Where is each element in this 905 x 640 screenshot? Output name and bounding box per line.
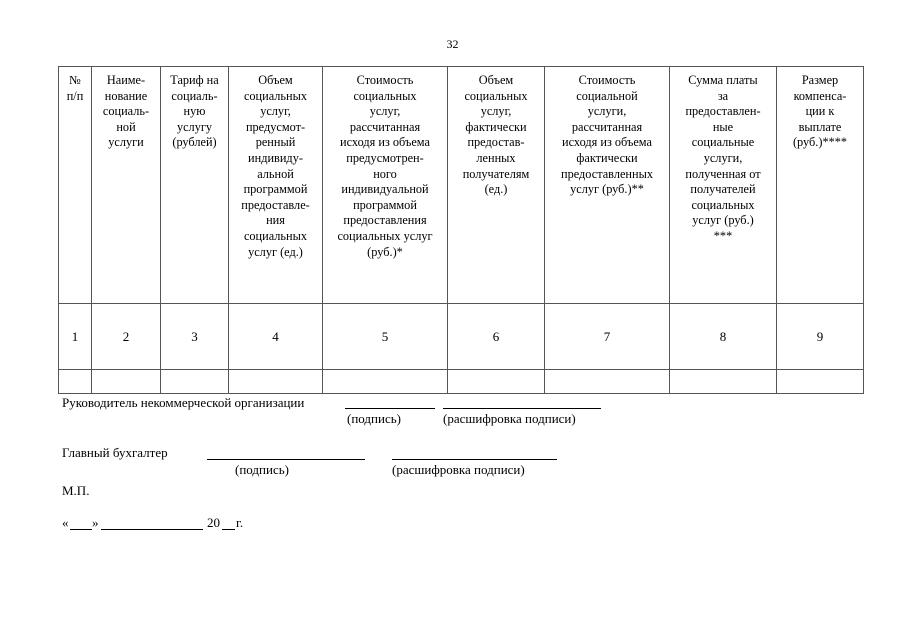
table-empty-row [59,370,864,394]
head-signature-line [345,408,435,409]
date-close-quote: » [92,515,99,530]
page-number: 32 [446,37,459,51]
empty-cell [59,370,92,394]
header-cell-number: № п/п [59,67,92,304]
header-cell-service-name: Наиме- нование социаль- ной услуги [92,67,161,304]
accountant-signature-line [207,459,365,460]
table-number-row [59,304,864,370]
date-year-suffix: г. [236,515,244,530]
date-month-line [101,529,203,530]
head-of-organization-label: Руководитель некоммерческой организации [62,395,305,410]
compensation-table [58,66,864,394]
date-day-line [70,529,92,530]
empty-cell [545,370,670,394]
stamp-placeholder: М.П. [62,483,90,498]
head-decoding-line [443,408,601,409]
number-cell: 9 [777,304,864,370]
chief-accountant-label: Главный бухгалтер [62,445,168,460]
date-year-line [222,529,235,530]
header-cell-planned-volume: Объем социальных услуг, предусмот- ренный индивиду- альной программой предоставле- ния социальных услуг (ед.) [229,67,323,304]
accountant-signature-caption: (подпись) [235,462,289,477]
accountant-decoding-caption: (расшифровка подписи) [392,462,525,477]
table-header-row [59,67,864,304]
number-cell: 3 [161,304,229,370]
number-cell: 4 [229,304,323,370]
empty-cell [92,370,161,394]
header-cell-planned-cost: Стоимость социальных услуг, рассчитанная исходя из объема предусмотрен- ного индивидуальной программой предоставления социальных услуг (руб.)* [323,67,448,304]
number-cell: 7 [545,304,670,370]
header-cell-actual-volume: Объем социальных услуг, фактически предостав- ленных получателям (ед.) [448,67,545,304]
head-signature-caption: (подпись) [347,411,401,426]
header-cell-payment-received: Сумма платы за предоставлен- ные социальные услуги, полученная от получателей социальных услуг (руб.) *** [670,67,777,304]
header-cell-actual-cost: Стоимость социальной услуги, рассчитанная исходя из объема фактически предоставленных услуг (руб.)** [545,67,670,304]
number-cell: 2 [92,304,161,370]
date-open-quote: « [62,515,69,530]
number-cell: 5 [323,304,448,370]
number-cell: 8 [670,304,777,370]
head-decoding-caption: (расшифровка подписи) [443,411,576,426]
empty-cell [670,370,777,394]
accountant-decoding-line [392,459,557,460]
number-cell: 6 [448,304,545,370]
header-cell-compensation: Размер компенса- ции к выплате (руб.)**** [777,67,864,304]
empty-cell [229,370,323,394]
date-year-prefix: 20 [207,515,220,530]
empty-cell [777,370,864,394]
empty-cell [161,370,229,394]
empty-cell [448,370,545,394]
header-cell-tariff: Тариф на социаль- ную услугу (рублей) [161,67,229,304]
empty-cell [323,370,448,394]
number-cell: 1 [59,304,92,370]
